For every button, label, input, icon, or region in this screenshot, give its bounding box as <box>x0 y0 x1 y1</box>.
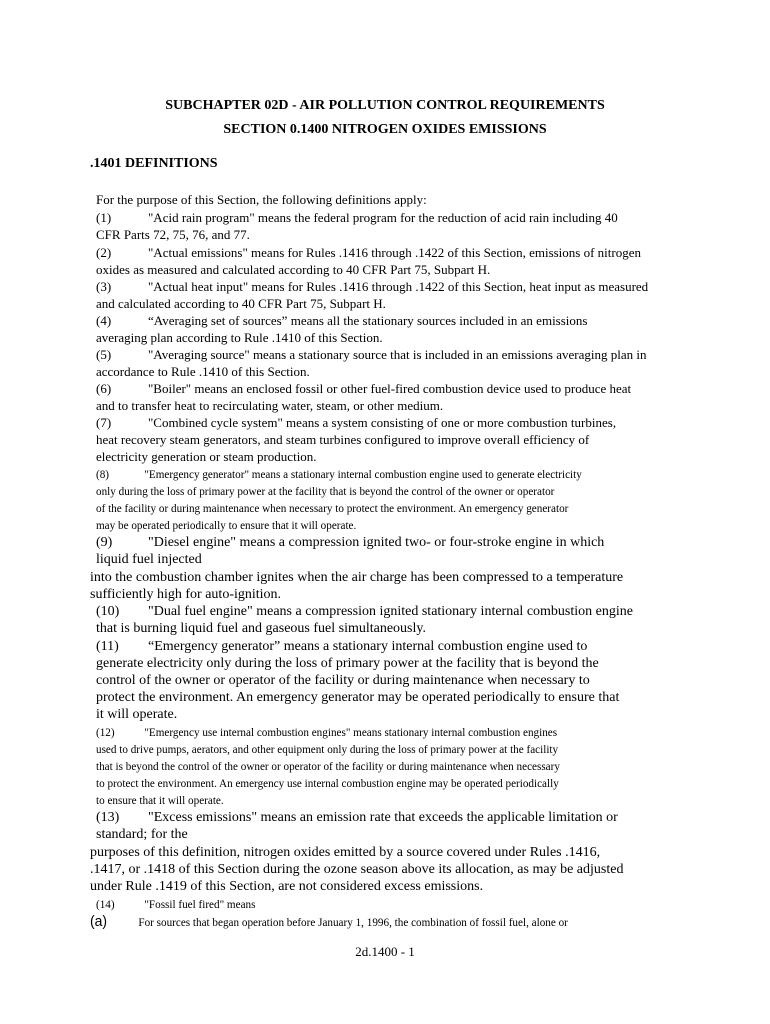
definition-line: heat recovery steam generators, and steam turbines configured to improve overall efficiency of <box>96 432 590 447</box>
item-number: (13) <box>96 810 120 825</box>
item-number: (11) <box>96 639 119 654</box>
definition-line: into the combustion chamber ignites when the air charge has been compressed to a temperature <box>90 570 624 585</box>
definition-line: to protect the environment. An emergency use internal combustion engine may be operated periodically <box>96 776 559 790</box>
definition-line: control of the owner or operator of the facility or during maintenance when necessary to <box>96 673 590 688</box>
definition-line: used to drive pumps, aerators, and other equipment only during the loss of primary power at the facility <box>96 742 559 756</box>
definition-line: liquid fuel injected <box>96 552 202 567</box>
item-number: (6) <box>96 381 112 396</box>
definition-item: (2) "Actual emissions" means for Rules .1416 through .1422 of this Section, emissions of nitrogen <box>96 245 642 260</box>
definition-line: that is beyond the control of the owner or operator of the facility or during maintenance when necessary <box>96 759 560 773</box>
definition-line: protect the environment. An emergency generator may be operated periodically to ensure that <box>96 690 620 705</box>
definition-item: (11) “Emergency generator” means a stationary internal combustion engine used to <box>96 639 588 654</box>
definition-item: (12) "Emergency use internal combustion engines" means stationary internal combustion engines <box>96 725 558 739</box>
definition-line: of the facility or during maintenance when necessary to protect the environment. An emergency generator <box>96 501 569 515</box>
definition-line: oxides as measured and calculated according to 40 CFR Part 75, Subpart H. <box>96 262 491 277</box>
definition-item: (3) "Actual heat input" means for Rules .1416 through .1422 of this Section, heat input as measured <box>96 279 649 294</box>
definition-item: (5) "Averaging source" means a stationary source that is included in an emissions averaging plan in <box>96 347 647 362</box>
definition-item: (6) "Boiler" means an enclosed fossil or other fuel-fired combustion device used to produce heat <box>96 381 632 396</box>
definition-line: averaging plan according to Rule .1410 of this Section. <box>96 330 383 345</box>
item-number: (3) <box>96 279 112 294</box>
item-number: (14) <box>96 897 115 911</box>
definition-item: (10) "Dual fuel engine" means a compression ignited stationary internal combustion engine <box>96 604 633 619</box>
page-number: 2d.1400 - 1 <box>355 944 415 959</box>
definition-item: (4) “Averaging set of sources” means all the stationary sources included in an emissions <box>96 313 588 328</box>
definition-line: under Rule .1419 of this Section, are not considered excess emissions. <box>90 879 484 894</box>
item-number: (10) <box>96 604 120 619</box>
definition-line: accordance to Rule .1410 of this Section. <box>96 364 310 379</box>
definition-line: it will operate. <box>96 707 178 722</box>
definition-line: to ensure that it will operate. <box>96 793 224 807</box>
section-title: SECTION 0.1400 NITROGEN OXIDES EMISSIONS <box>223 122 547 137</box>
definition-item: (8) "Emergency generator" means a stationary internal combustion engine used to generate electricity <box>96 467 582 481</box>
definition-line: sufficiently high for auto-ignition. <box>90 587 282 602</box>
definition-line: standard; for the <box>96 827 188 842</box>
item-number: (8) <box>96 467 110 481</box>
definition-subitem: (a) For sources that began operation before January 1, 1996, the combination of fossil fuel, alone or <box>90 913 568 930</box>
definition-item: (1) "Acid rain program" means the federal program for the reduction of acid rain including 40 <box>96 210 618 225</box>
definition-item: (14) "Fossil fuel fired" means <box>96 897 256 911</box>
item-number: (4) <box>96 313 112 328</box>
section-heading: .1401 DEFINITIONS <box>90 156 218 171</box>
definition-line: generate electricity only during the loss of primary power at the facility that is beyond the <box>96 656 599 671</box>
definition-line: purposes of this definition, nitrogen oxides emitted by a source covered under Rules .1416, <box>90 845 601 860</box>
item-number: (1) <box>96 210 112 225</box>
intro-text: For the purpose of this Section, the following definitions apply: <box>96 192 427 207</box>
definition-line: electricity generation or steam production. <box>96 449 317 464</box>
item-number: (5) <box>96 347 112 362</box>
item-number: (2) <box>96 245 112 260</box>
definition-line: that is burning liquid fuel and gaseous fuel simultaneously. <box>96 621 426 636</box>
definition-item: (7) "Combined cycle system" means a system consisting of one or more combustion turbines, <box>96 415 617 430</box>
definition-line: and calculated according to 40 CFR Part 75, Subpart H. <box>96 296 386 311</box>
item-number: (9) <box>96 535 113 550</box>
item-letter: (a) <box>90 913 108 930</box>
definition-line: CFR Parts 72, 75, 76, and 77. <box>96 227 250 242</box>
definition-item: (13) "Excess emissions" means an emission rate that exceeds the applicable limitation or <box>96 810 618 825</box>
chapter-title: SUBCHAPTER 02D - AIR POLLUTION CONTROL REQUIREMENTS <box>165 98 605 113</box>
definition-line: .1417, or .1418 of this Section during the ozone season above its allocation, as may be adjusted <box>90 862 624 877</box>
definition-item: (9) "Diesel engine" means a compression ignited two- or four-stroke engine in which <box>96 535 605 550</box>
item-number: (7) <box>96 415 112 430</box>
item-number: (12) <box>96 725 115 739</box>
definition-line: only during the loss of primary power at the facility that is beyond the control of the owner or operator <box>96 484 555 498</box>
definition-line: may be operated periodically to ensure that it will operate. <box>96 518 357 532</box>
definition-line: and to transfer heat to recirculating water, steam, or other medium. <box>96 398 444 413</box>
